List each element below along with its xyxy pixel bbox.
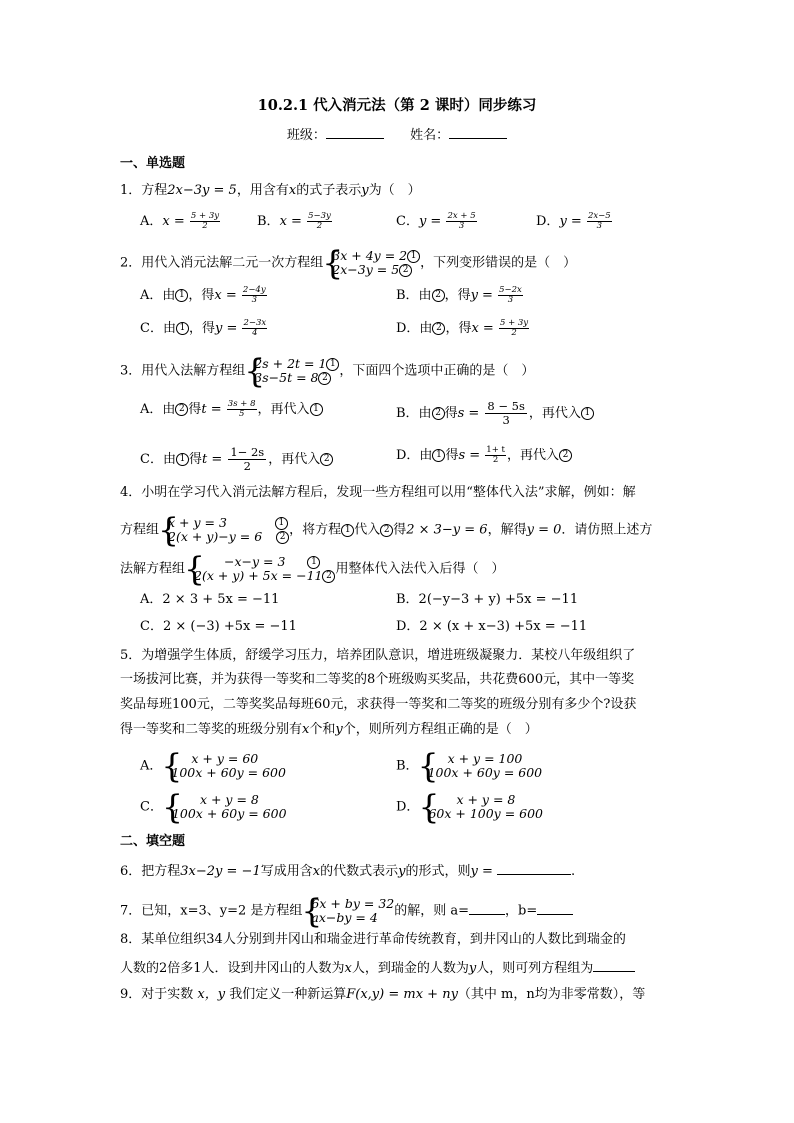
option-fraction: $\frac{3s + 8}{5}$ (227, 399, 256, 419)
option-system: { x + y = 8 100x + 60y = 600 (163, 793, 287, 821)
option-fraction: $\frac{2-3x}{4}$ (243, 318, 267, 338)
q3-option-c[interactable]: C．由 1 得t = $\frac{1- 2s}{2}$ ，再代入 2 (140, 446, 333, 473)
q4-system-task: { −x−y = 3 1 2(x + y) + 5x = −11 2 (185, 555, 335, 583)
circle-two-icon: 2 (380, 524, 393, 537)
circle-two-icon: 2 (432, 407, 445, 420)
q8-line-1: 8．某单位组织34人分别到井冈山和瑞金进行革命传统教育，到井冈山的人数比到瑞金的 (120, 932, 626, 947)
circle-two-icon: 2 (432, 322, 445, 335)
circle-one-icon: 1 (432, 449, 445, 462)
q4-line-3: 法解方程组{ −x−y = 3 1 2(x + y) + 5x = −11 2 用整体代入法代入后得（ ） (120, 555, 505, 583)
q1-var: y (361, 183, 369, 198)
q1-text: 1．方程 (120, 183, 168, 198)
page-title: 10.2.1 代入消元法（第 2 课时）同步练习 (257, 97, 537, 114)
q1-text: 为（ ） (368, 183, 421, 198)
circle-one-icon: 1 (175, 289, 188, 302)
name-blank[interactable] (449, 126, 507, 139)
option-fraction: $\frac{1- 2s}{2}$ (230, 445, 265, 473)
option-system: { x + y = 100 100x + 60y = 600 (419, 752, 543, 780)
q7-system: { 6x + by = 32 ax−by = 4 (302, 897, 394, 925)
circle-two-icon: 2 (318, 372, 331, 385)
q2-text: 2．用代入消元法解二元一次方程组 (120, 255, 324, 271)
q1-option-d[interactable] (536, 212, 613, 231)
option-lhs: x = (279, 214, 307, 229)
q9-stem: 9．对于实数 x，y 我们定义一种新运算F(x,y) = mx + ny（其中 m，n均为非零常数），等 (120, 987, 646, 1002)
option-fraction: $\frac{8 - 5s}{3}$ (487, 399, 525, 427)
q6-stem: 6．把方程3x−2y = −1写成用含x的代数式表示y的形式，则y = . (120, 864, 576, 879)
option-system: { x + y = 8 60x + 100y = 600 (419, 793, 543, 821)
class-name-line (0, 126, 794, 145)
section-fill-blank: 二、填空题 (120, 834, 186, 849)
circle-two-icon: 2 (322, 570, 335, 583)
q4-line-1: 4．小明在学习代入消元法解方程后，发现一些方程组可以用“整体代入法”求解，例如：解 (120, 485, 636, 500)
q1-option-c[interactable] (396, 212, 478, 231)
q8-line-2: 人数的2倍多1人．设到井冈山的人数为x人，到瑞金的人数为y人，则可列方程组为 (120, 959, 635, 978)
option-label: C． (396, 214, 419, 229)
q2-text: ，下列变形错误的是（ ） (420, 255, 577, 271)
option-system: { x + y = 60 100x + 60y = 600 (162, 752, 286, 780)
circle-one-icon: 1 (581, 407, 594, 420)
circle-one-icon: 1 (275, 517, 288, 530)
q5-line-2: 一场拔河比赛，并为获得一等奖和二等奖的8个班级购买奖品，共花费600元，其中一等奖 (120, 672, 635, 687)
q5-option-a[interactable]: A．{ x + y = 60 100x + 60y = 600 (140, 752, 286, 780)
q4-option-b[interactable]: B．2(−y−3 + y) +5x = −11 (396, 592, 579, 607)
q6-answer-blank[interactable] (497, 862, 571, 875)
option-fraction: $\frac{2x + 5}{3}$ (447, 211, 476, 231)
q2-system: { 3x + 4y = 2 1 2x−3y = 5 2 (323, 249, 420, 277)
circle-one-icon: 1 (310, 403, 323, 416)
circle-one-icon: 1 (307, 556, 320, 569)
q3-stem: 3．用代入法解方程组{ 2s + 2t = 1 1 3s−5t = 8 2 ，下面四个选项中正确的是（ ） (120, 357, 534, 385)
q2-option-a[interactable]: A．由 1 ，得x = $\frac{2-4y}{3}$ (140, 285, 266, 305)
q1-option-a[interactable] (140, 212, 221, 231)
q2-option-b[interactable]: B．由 2 ，得y = $\frac{5-2x}{3}$ (396, 285, 522, 305)
class-blank[interactable] (326, 126, 384, 139)
q4-option-c[interactable]: C．2 × (−3) +5x = −11 (140, 619, 297, 634)
section-single-choice: 一、单选题 (120, 156, 186, 171)
option-lhs: y = (418, 214, 446, 229)
option-fraction: $\frac{1+ t}{2}$ (486, 445, 505, 465)
circle-two-icon: 2 (320, 453, 333, 466)
q4-line-2: 方程组{ x + y = 3 1 2(x + y)−y = 6 2 ，将方程 1 代入 2 得2 × 3−y = 6，解得y = 0．请仿照上述方 (120, 516, 652, 544)
circle-one-icon: 1 (176, 322, 189, 335)
circle-one-icon: 1 (176, 453, 189, 466)
circle-two-icon: 2 (432, 289, 445, 302)
q4-system-example: { x + y = 3 1 2(x + y)−y = 6 2 (159, 516, 289, 544)
option-label: B． (257, 214, 280, 229)
q8-answer-blank[interactable] (593, 959, 635, 972)
circle-one-icon: 1 (407, 250, 420, 263)
q7-b-blank[interactable] (537, 902, 573, 915)
option-label: D． (536, 214, 560, 229)
option-fraction: $\frac{5-3y}{2}$ (308, 211, 331, 231)
q7-a-blank[interactable] (469, 902, 505, 915)
class-label: 班级： (286, 128, 326, 143)
q1-option-b[interactable] (257, 212, 333, 231)
option-fraction: $\frac{5 + 3y}{2}$ (190, 211, 220, 231)
q5-line-3: 奖品每班100元，二等奖奖品每班60元，求获得一等奖和二等奖的班级分别有多少个?设获 (120, 697, 637, 712)
q4-option-d[interactable]: D．2 × (x + x−3) +5x = −11 (396, 619, 588, 634)
name-label: 姓名： (410, 128, 450, 143)
option-fraction: $\frac{2x-5}{3}$ (587, 211, 611, 231)
circle-two-icon: 2 (276, 531, 289, 544)
q1-equation: 2x−3y = 5 (167, 183, 237, 198)
q1-stem (120, 182, 421, 200)
option-label: A． (140, 214, 163, 229)
q7-stem: 7．已知，x=3、y=2 是方程组{ 6x + by = 32 ax−by = 4 的解，则 a= ，b= (120, 897, 573, 925)
q2-stem (120, 249, 576, 277)
q3-option-d[interactable]: D．由 1 得s = $\frac{1+ t}{2}$ ，再代入 2 (396, 446, 572, 465)
option-fraction: $\frac{2-4y}{3}$ (242, 285, 266, 305)
option-fraction: $\frac{5-2x}{3}$ (499, 285, 522, 305)
q5-option-d[interactable]: D．{ x + y = 8 60x + 100y = 600 (396, 793, 543, 821)
option-lhs: y = (559, 214, 586, 229)
circle-one-icon: 1 (326, 358, 339, 371)
q3-system: { 2s + 2t = 1 1 3s−5t = 8 2 (245, 357, 339, 385)
q3-option-b[interactable]: B．由 2 得s = $\frac{8 - 5s}{3}$ ，再代入 1 (396, 400, 594, 427)
q1-var: x (288, 183, 297, 198)
circle-two-icon: 2 (175, 403, 188, 416)
option-fraction: $\frac{5 + 3y}{2}$ (499, 318, 529, 338)
q2-option-d[interactable]: D．由 2 ，得x = $\frac{5 + 3y}{2}$ (396, 318, 529, 338)
option-lhs: x = (162, 214, 189, 229)
q5-line-4: 得一等奖和二等奖的班级分别有x个和y个，则所列方程组正确的是（ ） (120, 722, 538, 737)
q4-option-a[interactable]: A．2 × 3 + 5x = −11 (140, 592, 280, 607)
circle-two-icon: 2 (559, 449, 572, 462)
q5-option-b[interactable]: B．{ x + y = 100 100x + 60y = 600 (396, 752, 542, 780)
q1-text: 的式子表示 (296, 183, 362, 198)
circle-two-icon: 2 (399, 264, 412, 277)
circle-one-icon: 1 (341, 524, 354, 537)
q1-text: ，用含有 (236, 183, 289, 198)
q3-option-a[interactable]: A．由 2 得t = $\frac{3s + 8}{5}$ ，再代入 1 (140, 400, 323, 419)
q5-line-1: 5．为增强学生体质，舒缓学习压力，培养团队意识，增进班级凝聚力．某校八年级组织了 (120, 648, 636, 663)
q5-option-c[interactable]: C．{ x + y = 8 100x + 60y = 600 (140, 793, 287, 821)
q2-option-c[interactable]: C．由 1 ，得y = $\frac{2-3x}{4}$ (140, 318, 267, 338)
